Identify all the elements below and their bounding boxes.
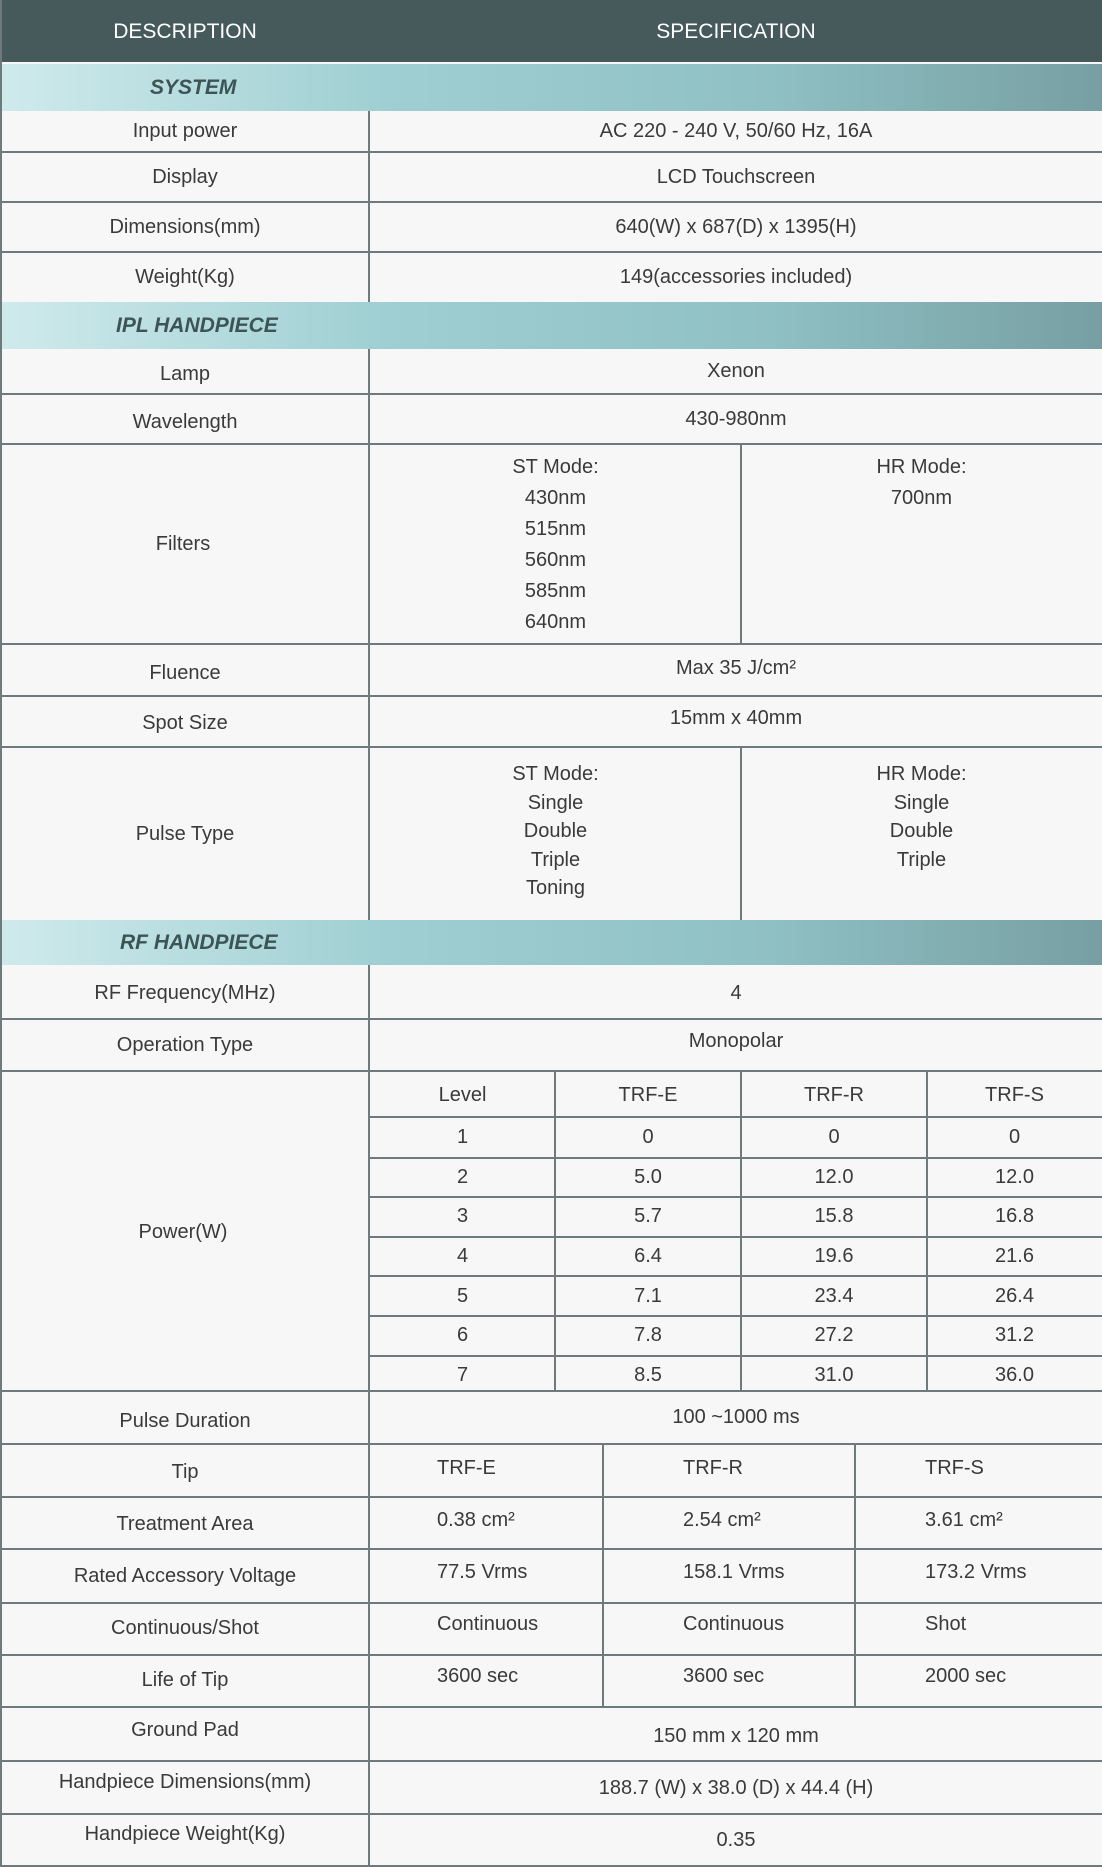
handpiece-dimensions-value: 188.7 (W) x 38.0 (D) x 44.4 (H) — [598, 1776, 874, 1799]
display-label: Display — [152, 165, 218, 188]
power-table-cell: 6 — [456, 1324, 469, 1347]
power-table — [370, 1072, 1102, 1391]
rated-voltage-value: 173.2 Vrms — [925, 1560, 1027, 1583]
pulse-hr-line: Double — [889, 820, 954, 842]
power-table-cell: 5.7 — [634, 1205, 662, 1228]
divider — [854, 1443, 856, 1707]
handpiece-weight-label: Handpiece Weight(Kg) — [84, 1822, 286, 1845]
filters-hr-line: 700nm — [890, 487, 953, 509]
power-table-header: Level — [438, 1083, 487, 1106]
filters-st-line: 640nm — [524, 611, 587, 633]
continuous-shot-label: Continuous/Shot — [111, 1616, 259, 1639]
ground-pad-value: 150 mm x 120 mm — [653, 1724, 819, 1747]
dimensions-value: 640(W) x 687(D) x 1395(H) — [615, 215, 857, 238]
wavelength-value: 430-980nm — [685, 407, 787, 430]
rf-frequency-label: RF Frequency(MHz) — [94, 981, 276, 1004]
column-divider — [368, 965, 370, 1867]
header-description: DESCRIPTION — [0, 0, 370, 62]
filters-st-line: 560nm — [524, 549, 587, 571]
section-ipl — [0, 302, 1102, 349]
pulse-type-st — [370, 760, 741, 920]
treatment-area-value: 0.38 cm² — [437, 1508, 515, 1531]
power-table-cell: 27.2 — [814, 1324, 854, 1347]
divider — [602, 1443, 604, 1707]
power-table-cell: 31.0 — [814, 1363, 854, 1386]
power-table-cell: 31.2 — [995, 1324, 1034, 1347]
pulse-type-hr — [741, 760, 1102, 920]
power-table-cell: 0 — [1008, 1126, 1021, 1149]
divider — [740, 1072, 742, 1391]
filters-st-line: ST Mode: — [512, 456, 599, 478]
section-ipl-title: IPL HANDPIECE — [116, 314, 278, 337]
filters-label: Filters — [155, 532, 211, 555]
power-label: Power(W) — [138, 1220, 228, 1243]
divider — [0, 393, 1102, 395]
section-system-title: SYSTEM — [150, 76, 237, 99]
pulse-st-line: Double — [523, 820, 588, 842]
filters-st — [370, 452, 741, 642]
life-of-tip-value: 3600 sec — [437, 1664, 519, 1687]
pulse-st-line: Toning — [526, 877, 585, 899]
power-table-cell: 0 — [828, 1126, 840, 1149]
power-table-header: TRF-S — [985, 1083, 1044, 1106]
power-table-cell: 7.1 — [634, 1284, 662, 1307]
power-table-cell: 36.0 — [995, 1363, 1034, 1386]
header-specification: SPECIFICATION — [370, 0, 1102, 62]
power-table-cell: 8.5 — [634, 1363, 662, 1386]
dimensions-label: Dimensions(mm) — [109, 215, 261, 238]
display-value: LCD Touchscreen — [656, 165, 816, 188]
ground-pad-label: Ground Pad — [131, 1718, 239, 1741]
spot-size-value: 15mm x 40mm — [669, 706, 803, 729]
power-table-cell: 26.4 — [995, 1284, 1034, 1307]
pulse-type-label: Pulse Type — [135, 822, 235, 845]
life-of-tip-value: 2000 sec — [925, 1664, 1007, 1687]
left-border — [0, 0, 2, 1867]
power-table-header: TRF-E — [618, 1083, 678, 1106]
power-table-cell: 7 — [456, 1363, 469, 1386]
column-divider — [368, 349, 370, 920]
treatment-area-label: Treatment Area — [116, 1512, 254, 1535]
handpiece-dimensions-label: Handpiece Dimensions(mm) — [58, 1770, 312, 1793]
pulse-st-line: Single — [527, 791, 584, 814]
rf-frequency-value: 4 — [730, 981, 742, 1004]
section-rf-title: RF HANDPIECE — [120, 931, 278, 954]
operation-type-value: Monopolar — [688, 1029, 784, 1052]
pulse-hr-line: HR Mode: — [876, 763, 967, 785]
rated-voltage-label: Rated Accessory Voltage — [73, 1564, 297, 1587]
power-table-cell: 5 — [456, 1284, 469, 1307]
filters-hr — [741, 452, 1102, 642]
life-of-tip-value: 3600 sec — [683, 1664, 765, 1687]
divider — [740, 443, 742, 643]
pulse-hr-line: Single — [893, 791, 950, 814]
tip-value: TRF-E — [437, 1456, 496, 1479]
power-table-cell: 1 — [456, 1126, 469, 1149]
power-table-cell: 16.8 — [995, 1205, 1034, 1228]
filters-st-line: 585nm — [524, 580, 587, 602]
rated-voltage-value: 158.1 Vrms — [683, 1560, 785, 1583]
power-table-cell: 12.0 — [814, 1165, 854, 1188]
power-table-cell: 12.0 — [995, 1165, 1034, 1188]
power-table-cell: 21.6 — [995, 1245, 1034, 1268]
tip-value: TRF-S — [925, 1456, 984, 1479]
continuous-shot-value: Shot — [925, 1612, 967, 1635]
pulse-st-line: ST Mode: — [512, 763, 599, 785]
filters-st-line: 430nm — [524, 487, 587, 509]
wavelength-label: Wavelength — [132, 410, 238, 433]
pulse-st-line: Triple — [530, 848, 581, 871]
input-power-label: Input power — [132, 119, 238, 142]
treatment-area-value: 2.54 cm² — [683, 1508, 761, 1531]
weight-value: 149(accessories included) — [619, 265, 853, 288]
lamp-label: Lamp — [159, 362, 211, 385]
operation-type-label: Operation Type — [116, 1033, 254, 1056]
power-table-cell: 5.0 — [634, 1165, 662, 1188]
power-table-cell: 0 — [642, 1126, 654, 1149]
continuous-shot-value: Continuous — [437, 1612, 539, 1635]
power-table-cell: 3 — [456, 1205, 469, 1228]
column-divider — [368, 111, 370, 302]
spot-size-label: Spot Size — [142, 711, 228, 734]
power-table-cell: 4 — [456, 1245, 469, 1268]
pulse-duration-label: Pulse Duration — [119, 1409, 251, 1432]
rated-voltage-value: 77.5 Vrms — [437, 1560, 528, 1583]
input-power-value: AC 220 - 240 V, 50/60 Hz, 16A — [599, 119, 873, 142]
weight-label: Weight(Kg) — [135, 265, 235, 288]
continuous-shot-value: Continuous — [683, 1612, 785, 1635]
divider — [554, 1072, 556, 1391]
divider — [926, 1072, 928, 1391]
treatment-area-value: 3.61 cm² — [925, 1508, 1003, 1531]
pulse-duration-value: 100 ~1000 ms — [672, 1405, 800, 1428]
power-table-cell: 2 — [456, 1165, 469, 1188]
filters-st-line: 515nm — [524, 518, 587, 540]
tip-value: TRF-R — [683, 1456, 743, 1479]
lamp-value: Xenon — [707, 359, 765, 382]
power-table-cell: 23.4 — [814, 1284, 854, 1307]
life-of-tip-label: Life of Tip — [141, 1668, 229, 1691]
divider — [740, 746, 742, 920]
handpiece-weight-value: 0.35 — [716, 1828, 756, 1851]
power-table-cell: 15.8 — [814, 1205, 854, 1228]
power-table-header: TRF-R — [804, 1083, 864, 1106]
pulse-hr-line: Triple — [896, 848, 947, 871]
section-rf — [0, 920, 1102, 965]
fluence-label: Fluence — [149, 661, 221, 684]
section-system — [0, 64, 1102, 111]
tip-label: Tip — [171, 1460, 199, 1483]
fluence-value: Max 35 J/cm² — [675, 656, 797, 679]
filters-hr-line: HR Mode: — [876, 456, 967, 478]
power-table-cell: 6.4 — [634, 1245, 662, 1268]
power-table-cell: 7.8 — [634, 1324, 662, 1347]
power-table-cell: 19.6 — [814, 1245, 854, 1268]
